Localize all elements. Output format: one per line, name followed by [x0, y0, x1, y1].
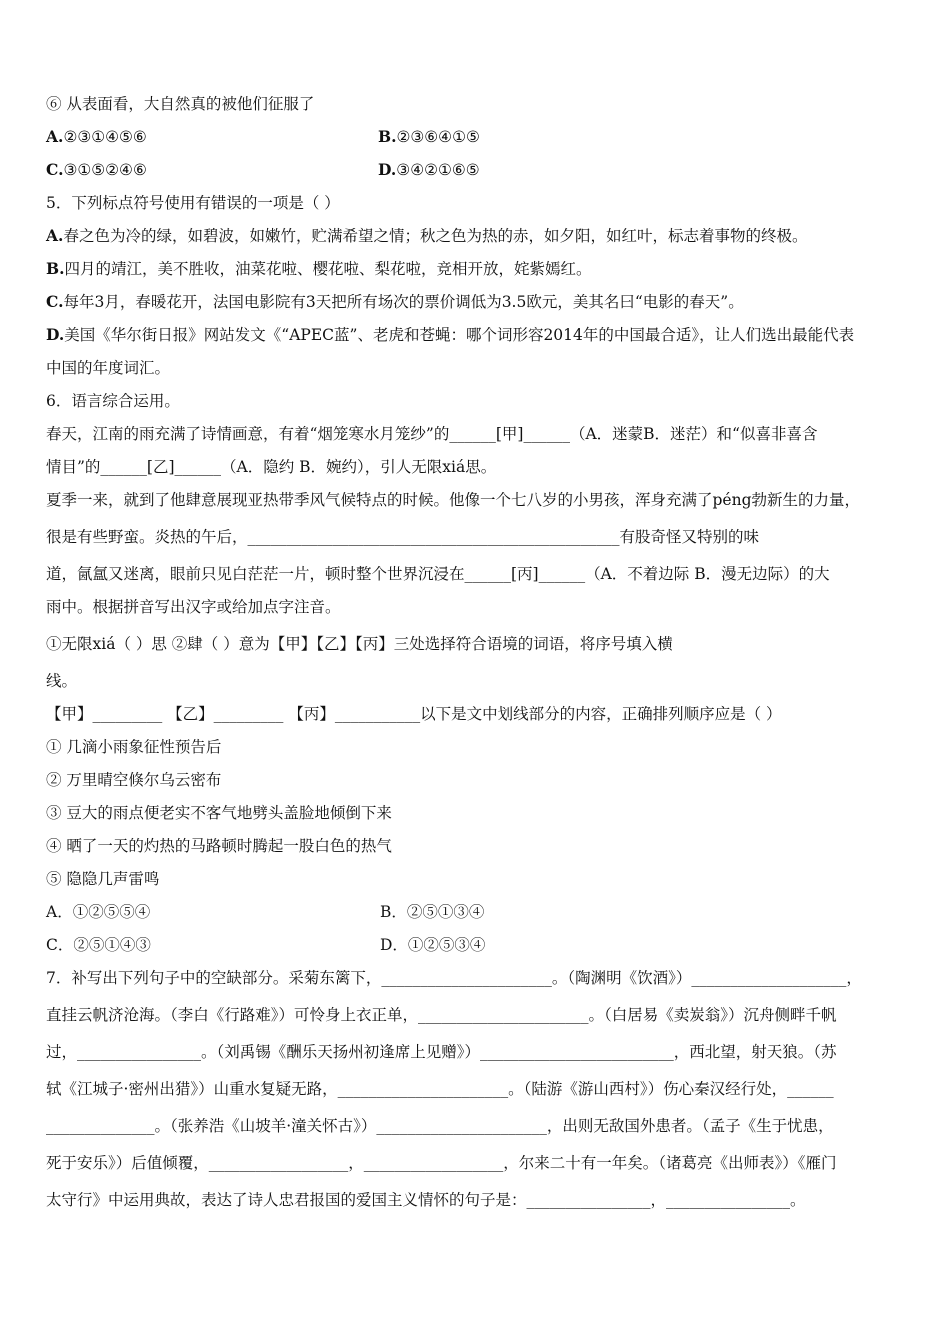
q4-options-row-1: [46, 125, 908, 149]
q4-option-c[interactable]: [46, 158, 378, 182]
q6-item-1: ① 几滴小雨象征性预告后: [46, 738, 222, 756]
q6-options-row-1: [46, 900, 908, 924]
q4-option-a-text: ②③①④⑤⑥: [63, 128, 147, 146]
q5-option-d-letter: D.: [46, 325, 65, 344]
q4-option-a[interactable]: [46, 125, 378, 149]
q6-option-a[interactable]: A．①②⑤⑤④: [46, 903, 151, 921]
q5-option-c-text: 每年3月，春暖花开，法国电影院有3天把所有场次的票价调低为3.5欧元，美其名曰“电影的春天”。: [63, 293, 744, 311]
q6-passage-2-line-2: 很是有些野蛮。炎热的午后，________________________________________________有股奇怪又特别的味: [46, 528, 760, 546]
q4-options-row-2: [46, 158, 908, 182]
q6-subquestion-1-line-1: ①无限xiá（ ）思 ②肆（ ）意为【甲】【乙】【丙】三处选择符合语境的词语，将序号填入横: [46, 635, 673, 653]
q5-option-a[interactable]: [46, 224, 908, 248]
q6-passage-2-line-3: 道，氤氲又迷离，眼前只见白茫茫一片，顿时整个世界沉浸在______[丙]______（A．不着边际 B．漫无边际）的大: [46, 565, 830, 583]
q5-option-d-text-1: 美国《华尔街日报》网站发文《“APEC蓝”、老虎和苍蝇：哪个词形容2014年的中国最合适》，让人们选出最能代表: [64, 326, 855, 344]
q6-subquestion-2: 【甲】_________ 【乙】_________ 【丙】___________以下是文中划线部分的内容，正确排列顺序应是（ ）: [46, 705, 782, 723]
q6-item-4: ④ 晒了一天的灼热的马路顿时腾起一股白色的热气: [46, 837, 392, 855]
q5-option-d[interactable]: [46, 323, 908, 347]
q5-option-d-text-2: 中国的年度词汇。: [46, 359, 171, 377]
q7-line-2: 直挂云帆济沧海。（李白《行路难》）可怜身上衣正单，______________________。（白居易《卖炭翁》）沉舟侧畔千帆: [46, 1006, 837, 1024]
q5-option-a-text: 春之色为冷的绿，如碧波，如嫩竹，贮满希望之情；秋之色为热的赤，如夕阳，如红叶，标志着事物的终极。: [63, 227, 808, 245]
q7-line-6: 死于安乐》）后值倾覆，__________________，__________________，尔来二十有一年矣。（诸葛亮《出师表》）《雁门: [46, 1154, 837, 1172]
q6-option-b[interactable]: B．②⑤①③④: [380, 903, 485, 921]
q4-option-c-text: ③①⑤②④⑥: [63, 161, 147, 179]
q6-passage-1-line-1: 春天，江南的雨充满了诗情画意，有着“烟笼寒水月笼纱”的______[甲]______（A．迷蒙B．迷茫）和“似喜非喜含: [46, 425, 818, 443]
q4-option-a-letter: A.: [46, 127, 64, 146]
q4-item-6: ⑥ 从表面看，大自然真的被他们征服了: [46, 95, 315, 113]
document-page: [46, 92, 908, 1212]
q4-option-d-letter: D.: [378, 160, 397, 179]
q6-item-3: ③ 豆大的雨点便老实不客气地劈头盖脸地倾倒下来: [46, 804, 392, 822]
q5-option-b-letter: B.: [46, 259, 65, 278]
q6-option-d[interactable]: D．①②⑤③④: [380, 936, 486, 954]
q6-item-2: ② 万里晴空倏尔乌云密布: [46, 771, 222, 789]
q6-passage-1-line-2: 情目”的______[乙]______（A．隐约 B．婉约），引人无限xiá思。: [46, 458, 497, 476]
q4-option-d-text: ③④②①⑥⑤: [396, 161, 480, 179]
q6-item-5: ⑤ 隐隐几声雷鸣: [46, 870, 160, 888]
q5-stem: 5．下列标点符号使用有错误的一项是（ ）: [46, 194, 340, 212]
q6-stem: 6．语言综合运用。: [46, 392, 180, 410]
q5-option-b[interactable]: [46, 257, 908, 281]
q6-subquestion-1-line-2: 线。: [46, 672, 78, 690]
q7-line-3: 过，________________。（刘禹锡《酬乐天扬州初逢席上见赠》）_________________________，西北望，射天狼。（苏: [46, 1043, 837, 1061]
q5-option-c-letter: C.: [46, 292, 64, 311]
q7-line-5: ______________。（张养浩《山坡羊·潼关怀古》）______________________，出则无敌国外患者。（孟子《生于忧患，: [46, 1117, 834, 1135]
q6-option-c[interactable]: C．②⑤①④③: [46, 936, 151, 954]
q7-line-4: 轼《江城子·密州出猎》）山重水复疑无路，______________________。（陆游《游山西村》）伤心秦汉经行处，______: [46, 1080, 834, 1098]
q6-passage-2-line-4: 雨中。根据拼音写出汉字或给加点字注音。: [46, 598, 341, 616]
q4-option-b-text: ②③⑥④①⑤: [396, 128, 480, 146]
q6-options-row-2: [46, 933, 908, 957]
q7-line-7: 太守行》中运用典故，表达了诗人忠君报国的爱国主义情怀的句子是：________________，________________。: [46, 1191, 806, 1209]
q5-option-a-letter: A.: [46, 226, 64, 245]
q4-option-b[interactable]: [378, 125, 480, 149]
q5-option-c[interactable]: [46, 290, 908, 314]
q6-passage-2-line-1: 夏季一来，就到了他肆意展现亚热带季风气候特点的时候。他像一个七八岁的小男孩，浑身充满了péng勃新生的力量，: [46, 491, 861, 509]
q7-line-1: 7．补写出下列句子中的空缺部分。采菊东篱下，______________________。（陶渊明《饮酒》）____________________，: [46, 969, 862, 987]
q4-option-b-letter: B.: [378, 127, 397, 146]
q4-option-d[interactable]: [378, 158, 480, 182]
q4-option-c-letter: C.: [46, 160, 64, 179]
q5-option-b-text: 四月的靖江，美不胜收，油菜花啦、樱花啦、梨花啦，竞相开放，姹紫嫣红。: [64, 260, 592, 278]
